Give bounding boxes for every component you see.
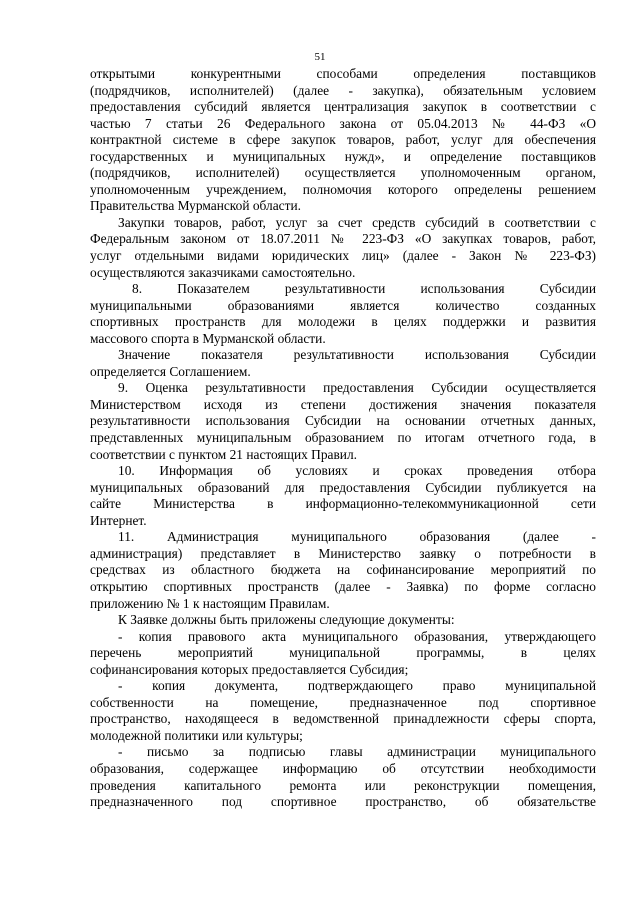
text-line: муниципальными образованиями является количество созданных bbox=[90, 297, 596, 313]
text-line: спортивных пространств для молодежи в целях поддержки и развития bbox=[90, 314, 596, 330]
text-line: сайте Министерства в информационно-телекоммуникационной сети bbox=[90, 496, 596, 512]
text-line: приложению № 1 к настоящим Правилам. bbox=[90, 595, 330, 611]
text-line: собственности на помещение, предназначенное под спортивное bbox=[90, 694, 596, 710]
text-line: услуг отдельными видами юридических лиц» (далее - Закон № 223-ФЗ) bbox=[90, 248, 596, 264]
text-line: пространство, находящееся в ведомственной принадлежности сферы спорта, bbox=[90, 711, 596, 727]
text-line: результативности использования Субсидии на основании отчетных данных, bbox=[90, 413, 596, 429]
text-line: - копия правового акта муниципального образования, утверждающего bbox=[118, 628, 596, 644]
text-line: массового спорта в Мурманской области. bbox=[90, 330, 326, 346]
text-line: - копия документа, подтверждающего право муниципальной bbox=[118, 678, 596, 694]
text-line: 9. Оценка результативности предоставления Субсидии осуществляется bbox=[118, 380, 596, 396]
text-line: (подрядчиков, исполнителей) (далее - закупка), обязательным условием bbox=[90, 82, 596, 98]
text-line: Значение показателя результативности использования Субсидии bbox=[118, 347, 596, 363]
text-line: Правительства Мурманской области. bbox=[90, 198, 301, 214]
text-line: молодежной политики или культуры; bbox=[90, 727, 303, 743]
text-line: предоставления субсидий является централизация закупок в соответствии с bbox=[90, 99, 596, 115]
text-line: Интернет. bbox=[90, 512, 147, 528]
text-line: софинансирования которых предоставляется Субсидия; bbox=[90, 661, 409, 677]
text-line: уполномоченным учреждением, полномочия которого определены решением bbox=[90, 181, 596, 197]
text-line: Закупки товаров, работ, услуг за счет средств субсидий в соответствии с bbox=[118, 214, 596, 230]
text-line: открытыми конкурентными способами определения поставщиков bbox=[90, 66, 596, 81]
text-line: администрация) представляет в Министерство заявку о потребности в bbox=[90, 545, 596, 561]
text-line: средствах из областного бюджета на софинансирование мероприятий по bbox=[90, 562, 596, 578]
text-line: соответствии с пунктом 21 настоящих Правил. bbox=[90, 446, 358, 462]
page-number: 51 bbox=[314, 51, 326, 63]
text-line: контрактной системе в сфере закупок товаров, работ, услуг для обеспечения bbox=[90, 132, 596, 148]
text-line: образования, содержащее информацию об отсутствии необходимости bbox=[90, 760, 596, 776]
document-body bbox=[90, 66, 596, 811]
text-line: перечень мероприятий муниципальной программы, в целях bbox=[90, 645, 596, 661]
text-line: - письмо за подписью главы администрации муниципального bbox=[118, 744, 596, 760]
text-line: Министерством исходя из степени достижения значения показателя bbox=[90, 396, 596, 412]
text-line: представленных муниципальным образованием по итогам отчетного года, в bbox=[90, 430, 596, 446]
text-line: осуществляются заказчиками самостоятельно. bbox=[90, 264, 356, 280]
text-line: государственных и муниципальных нужд», и определение поставщиков bbox=[90, 148, 596, 164]
text-line: 8. Показателем результативности использования Субсидии bbox=[132, 281, 596, 297]
text-line: Федеральным законом от 18.07.2011 № 223-ФЗ «О закупках товаров, работ, bbox=[90, 231, 596, 247]
text-line: определяется Соглашением. bbox=[90, 363, 251, 379]
text-line: К Заявке должны быть приложены следующие документы: bbox=[118, 612, 455, 628]
text-line: (подрядчиков, исполнителей) осуществляется уполномоченным органом, bbox=[90, 165, 596, 181]
text-line: 10. Информация об условиях и сроках проведения отбора bbox=[118, 463, 596, 479]
text-line: 11. Администрация муниципального образования (далее - bbox=[118, 529, 596, 545]
text-line: открытию спортивных пространств (далее - Заявка) по форме согласно bbox=[90, 578, 596, 594]
text-line: муниципальных образований для предоставления Субсидии публикуется на bbox=[90, 479, 596, 495]
text-line: проведения капитального ремонта или реконструкции помещения, bbox=[90, 777, 596, 793]
text-line: частью 7 статьи 26 Федерального закона от 05.04.2013 № 44-ФЗ «О bbox=[90, 115, 596, 131]
text-line: предназначенного под спортивное пространство, об обязательстве bbox=[90, 794, 596, 810]
